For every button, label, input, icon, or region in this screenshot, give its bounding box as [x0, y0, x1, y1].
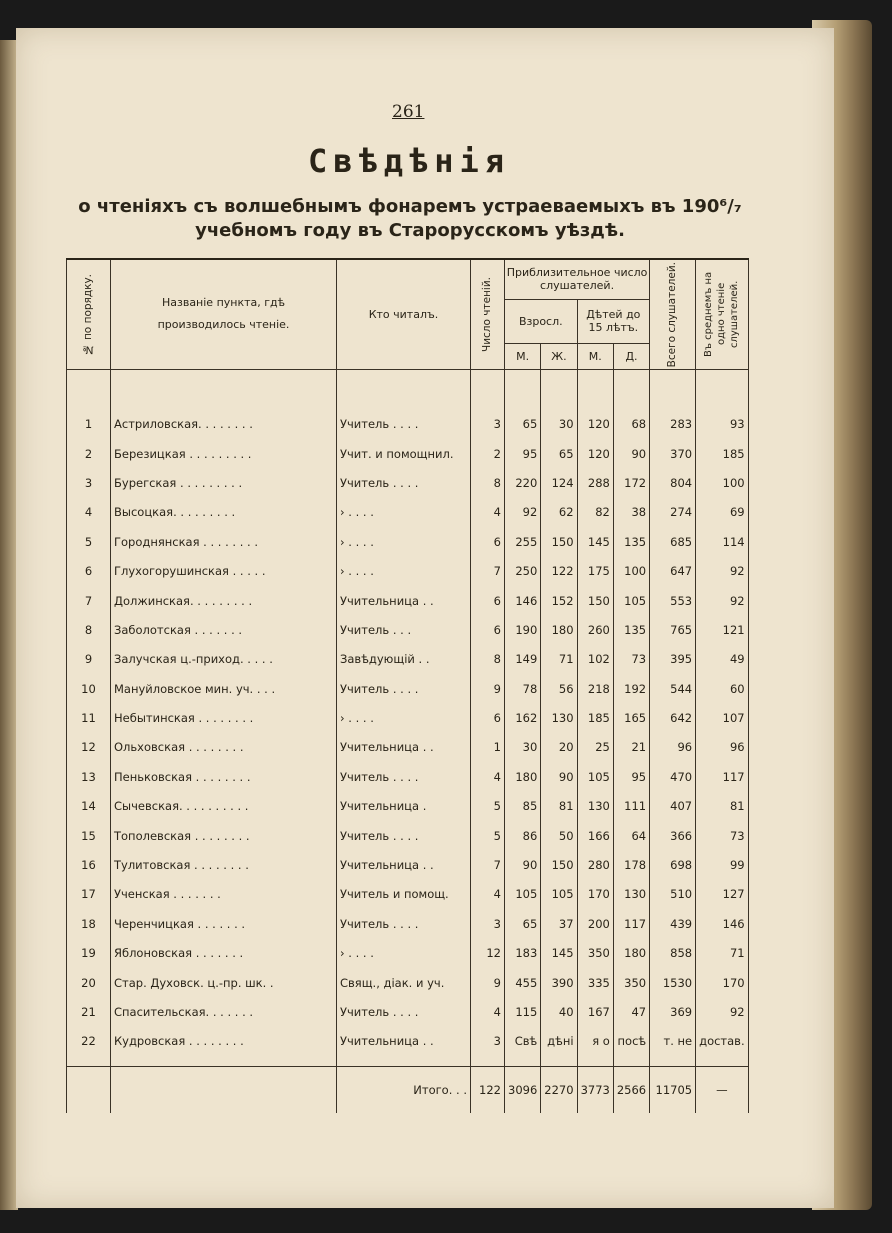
cell-readings: 4	[471, 498, 505, 527]
header-reader: Кто читалъ.	[337, 259, 471, 369]
cell-f: 20	[541, 733, 577, 762]
cell-avg: 60	[696, 674, 749, 703]
cell-total: 553	[650, 586, 696, 615]
cell-readings: 5	[471, 821, 505, 850]
cell-place: Кудровская . . . . . . . .	[111, 1027, 337, 1056]
cell-f: 130	[541, 703, 577, 732]
cell-m: 86	[505, 821, 541, 850]
cell-place: Яблоновская . . . . . . .	[111, 939, 337, 968]
cell-girls: 180	[613, 939, 649, 968]
cell-girls: 90	[613, 439, 649, 468]
cell-f: 105	[541, 880, 577, 909]
cell-avg: 107	[696, 703, 749, 732]
cell-girls: 117	[613, 909, 649, 938]
cell-avg: достав.	[696, 1027, 749, 1056]
cell-n: 12	[67, 733, 111, 762]
cell-reader: Учитель и помощ.	[337, 880, 471, 909]
cell-reader: Учитель . . . .	[337, 821, 471, 850]
cell-avg: 121	[696, 615, 749, 644]
cell-n: 1	[67, 410, 111, 439]
cell-n: 7	[67, 586, 111, 615]
cell-boys: 350	[577, 939, 613, 968]
table-row	[67, 909, 749, 938]
cell-reader: Учитель . . . .	[337, 762, 471, 791]
cell-n: 11	[67, 703, 111, 732]
total-girls: 2566	[613, 1067, 649, 1114]
cell-f: 56	[541, 674, 577, 703]
cell-m: 95	[505, 439, 541, 468]
table-row	[67, 733, 749, 762]
table-row	[67, 468, 749, 497]
cell-reader: Учитель . . . .	[337, 909, 471, 938]
cell-girls: 21	[613, 733, 649, 762]
cell-reader: › . . . .	[337, 498, 471, 527]
total-label: Итого. . .	[337, 1067, 471, 1114]
cell-total: 366	[650, 821, 696, 850]
cell-m: 455	[505, 968, 541, 997]
cell-readings: 1	[471, 733, 505, 762]
cell-m: 255	[505, 527, 541, 556]
table-row	[67, 821, 749, 850]
cell-f: 90	[541, 762, 577, 791]
cell-n: 9	[67, 645, 111, 674]
header-readings: Число чтеній.	[471, 259, 505, 369]
cell-boys: 175	[577, 556, 613, 585]
table-row	[67, 615, 749, 644]
cell-n: 21	[67, 997, 111, 1026]
table-row	[67, 997, 749, 1026]
cell-avg: 92	[696, 556, 749, 585]
cell-total: 858	[650, 939, 696, 968]
table-body	[67, 369, 749, 1113]
header-no: № по порядку.	[67, 259, 111, 369]
cell-avg: 73	[696, 821, 749, 850]
cell-avg: 92	[696, 997, 749, 1026]
cell-m: 220	[505, 468, 541, 497]
cell-girls: 64	[613, 821, 649, 850]
cell-readings: 7	[471, 850, 505, 879]
cell-m: Свѣ	[505, 1027, 541, 1056]
cell-boys: 260	[577, 615, 613, 644]
cell-girls: посѣ	[613, 1027, 649, 1056]
cell-total: 1530	[650, 968, 696, 997]
cell-n: 14	[67, 792, 111, 821]
cell-avg: 49	[696, 645, 749, 674]
cell-place: Астриловская. . . . . . . .	[111, 410, 337, 439]
cell-place: Ольховская . . . . . . . .	[111, 733, 337, 762]
cell-place: Глухогорушинская . . . . .	[111, 556, 337, 585]
cell-reader: Учительница . .	[337, 1027, 471, 1056]
cell-total: 685	[650, 527, 696, 556]
cell-n: 10	[67, 674, 111, 703]
cell-n: 13	[67, 762, 111, 791]
cell-total: 369	[650, 997, 696, 1026]
cell-f: 122	[541, 556, 577, 585]
cell-girls: 350	[613, 968, 649, 997]
cell-m: 105	[505, 880, 541, 909]
cell-girls: 38	[613, 498, 649, 527]
cell-n: 19	[67, 939, 111, 968]
cell-boys: 288	[577, 468, 613, 497]
cell-f: 150	[541, 850, 577, 879]
cell-reader: Завѣдующій . .	[337, 645, 471, 674]
cell-boys: 102	[577, 645, 613, 674]
cell-avg: 170	[696, 968, 749, 997]
cell-readings: 6	[471, 703, 505, 732]
cell-place: Березицкая . . . . . . . . .	[111, 439, 337, 468]
cell-f: 71	[541, 645, 577, 674]
subtitle-line-2: учебномъ году въ Старорусскомъ уѣздѣ.	[195, 220, 625, 241]
cell-n: 15	[67, 821, 111, 850]
cell-girls: 192	[613, 674, 649, 703]
total-f: 2270	[541, 1067, 577, 1114]
cell-girls: 130	[613, 880, 649, 909]
cell-girls: 95	[613, 762, 649, 791]
cell-boys: 82	[577, 498, 613, 527]
cell-avg: 185	[696, 439, 749, 468]
header-children: Дѣтей до 15 лѣтъ.	[577, 299, 650, 343]
cell-reader: › . . . .	[337, 556, 471, 585]
cell-n: 16	[67, 850, 111, 879]
cell-girls: 68	[613, 410, 649, 439]
cell-girls: 100	[613, 556, 649, 585]
cell-boys: 185	[577, 703, 613, 732]
cell-m: 85	[505, 792, 541, 821]
cell-girls: 135	[613, 527, 649, 556]
cell-m: 250	[505, 556, 541, 585]
total-m: 3096	[505, 1067, 541, 1114]
cell-f: 81	[541, 792, 577, 821]
header-adults: Взросл.	[505, 299, 578, 343]
cell-boys: 170	[577, 880, 613, 909]
cell-total: 274	[650, 498, 696, 527]
table-row	[67, 586, 749, 615]
cell-avg: 100	[696, 468, 749, 497]
cell-m: 115	[505, 997, 541, 1026]
cell-total: 642	[650, 703, 696, 732]
cell-girls: 172	[613, 468, 649, 497]
cell-total: 395	[650, 645, 696, 674]
cell-reader: › . . . .	[337, 703, 471, 732]
cell-total: 470	[650, 762, 696, 791]
cell-reader: Учительница . .	[337, 850, 471, 879]
cell-n: 4	[67, 498, 111, 527]
cell-f: 152	[541, 586, 577, 615]
cell-readings: 5	[471, 792, 505, 821]
cell-boys: я о	[577, 1027, 613, 1056]
cell-f: дѣні	[541, 1027, 577, 1056]
cell-n: 18	[67, 909, 111, 938]
cell-place: Должинская. . . . . . . . .	[111, 586, 337, 615]
cell-place: Сычевская. . . . . . . . . .	[111, 792, 337, 821]
cell-n: 20	[67, 968, 111, 997]
cell-reader: Учительница .	[337, 792, 471, 821]
table-row	[67, 850, 749, 879]
cell-f: 180	[541, 615, 577, 644]
cell-place: Пеньковская . . . . . . . .	[111, 762, 337, 791]
cell-m: 90	[505, 850, 541, 879]
cell-reader: Учит. и помощнил.	[337, 439, 471, 468]
header-girls: Д.	[613, 343, 649, 369]
cell-girls: 111	[613, 792, 649, 821]
cell-m: 65	[505, 410, 541, 439]
cell-reader: Учитель . . . .	[337, 997, 471, 1026]
cell-boys: 166	[577, 821, 613, 850]
cell-boys: 25	[577, 733, 613, 762]
cell-place: Заболотская . . . . . . .	[111, 615, 337, 644]
cell-readings: 12	[471, 939, 505, 968]
table-row	[67, 645, 749, 674]
readings-table	[66, 258, 749, 1113]
cell-total: 283	[650, 410, 696, 439]
cell-reader: Учитель . . . .	[337, 468, 471, 497]
cell-readings: 4	[471, 997, 505, 1026]
cell-reader: Учительница . .	[337, 586, 471, 615]
header-approx-listeners: Приблизительное число слушателей.	[505, 259, 650, 299]
cell-total: 804	[650, 468, 696, 497]
table-row	[67, 792, 749, 821]
cell-place: Городнянская . . . . . . . .	[111, 527, 337, 556]
cell-place: Мануйловское мин. уч. . . .	[111, 674, 337, 703]
cell-boys: 145	[577, 527, 613, 556]
cell-avg: 127	[696, 880, 749, 909]
cell-f: 37	[541, 909, 577, 938]
cell-boys: 120	[577, 410, 613, 439]
cell-total: 510	[650, 880, 696, 909]
cell-f: 145	[541, 939, 577, 968]
cell-n: 6	[67, 556, 111, 585]
table-row	[67, 498, 749, 527]
cell-girls: 178	[613, 850, 649, 879]
cell-avg: 96	[696, 733, 749, 762]
cell-f: 390	[541, 968, 577, 997]
cell-f: 65	[541, 439, 577, 468]
table-row	[67, 527, 749, 556]
total-readings: 122	[471, 1067, 505, 1114]
cell-m: 30	[505, 733, 541, 762]
cell-readings: 2	[471, 439, 505, 468]
cell-avg: 114	[696, 527, 749, 556]
table-row	[67, 968, 749, 997]
cell-total: 370	[650, 439, 696, 468]
cell-place: Высоцкая. . . . . . . . .	[111, 498, 337, 527]
cell-total: 698	[650, 850, 696, 879]
cell-m: 65	[505, 909, 541, 938]
cell-place: Стар. Духовск. ц.-пр. шк. .	[111, 968, 337, 997]
table-row	[67, 703, 749, 732]
cell-readings: 6	[471, 586, 505, 615]
table-row	[67, 556, 749, 585]
cell-readings: 3	[471, 1027, 505, 1056]
cell-n: 22	[67, 1027, 111, 1056]
cell-total: т. не	[650, 1027, 696, 1056]
cell-n: 3	[67, 468, 111, 497]
cell-boys: 150	[577, 586, 613, 615]
cell-n: 5	[67, 527, 111, 556]
page-title: Свѣдѣнія	[307, 142, 511, 180]
cell-boys: 280	[577, 850, 613, 879]
cell-boys: 200	[577, 909, 613, 938]
cell-place: Бурегская . . . . . . . . .	[111, 468, 337, 497]
cell-place: Черенчицкая . . . . . . .	[111, 909, 337, 938]
total-boys: 3773	[577, 1067, 613, 1114]
cell-m: 183	[505, 939, 541, 968]
cell-reader: Учитель . . . .	[337, 410, 471, 439]
cell-avg: 146	[696, 909, 749, 938]
cell-total: 765	[650, 615, 696, 644]
cell-place: Тополевская . . . . . . . .	[111, 821, 337, 850]
cell-total: 439	[650, 909, 696, 938]
cell-m: 162	[505, 703, 541, 732]
total-total: 11705	[650, 1067, 696, 1114]
cell-m: 149	[505, 645, 541, 674]
cell-avg: 92	[696, 586, 749, 615]
cell-readings: 4	[471, 880, 505, 909]
cell-total: 96	[650, 733, 696, 762]
header-total-listeners: Всего слушателей.	[650, 259, 696, 369]
cell-avg: 81	[696, 792, 749, 821]
cell-avg: 93	[696, 410, 749, 439]
cell-m: 92	[505, 498, 541, 527]
cell-reader: Свящ., діак. и уч.	[337, 968, 471, 997]
cell-n: 8	[67, 615, 111, 644]
header-adult-women: Ж.	[541, 343, 577, 369]
cell-n: 2	[67, 439, 111, 468]
cell-girls: 47	[613, 997, 649, 1026]
cell-readings: 6	[471, 527, 505, 556]
cell-avg: 69	[696, 498, 749, 527]
table-row	[67, 880, 749, 909]
cell-reader: › . . . .	[337, 939, 471, 968]
cell-readings: 7	[471, 556, 505, 585]
cell-readings: 8	[471, 645, 505, 674]
cell-reader: › . . . .	[337, 527, 471, 556]
cell-m: 78	[505, 674, 541, 703]
cell-m: 190	[505, 615, 541, 644]
cell-boys: 120	[577, 439, 613, 468]
cell-f: 62	[541, 498, 577, 527]
cell-f: 150	[541, 527, 577, 556]
cell-avg: 99	[696, 850, 749, 879]
subtitle-line-1: о чтеніяхъ съ волшебнымъ фонаремъ устраеваемыхъ въ 190⁶/₇	[78, 196, 742, 217]
cell-readings: 4	[471, 762, 505, 791]
cell-girls: 73	[613, 645, 649, 674]
cell-readings: 9	[471, 674, 505, 703]
table-row	[67, 410, 749, 439]
cell-total: 407	[650, 792, 696, 821]
cell-place: Залучская ц.-приход. . . . .	[111, 645, 337, 674]
cell-n: 17	[67, 880, 111, 909]
cell-girls: 105	[613, 586, 649, 615]
cell-readings: 3	[471, 909, 505, 938]
cell-boys: 105	[577, 762, 613, 791]
table-row	[67, 1027, 749, 1056]
cell-place: Спасительская. . . . . . .	[111, 997, 337, 1026]
cell-reader: Учитель . . .	[337, 615, 471, 644]
cell-readings: 8	[471, 468, 505, 497]
cell-boys: 218	[577, 674, 613, 703]
cell-girls: 165	[613, 703, 649, 732]
cell-place: Ученская . . . . . . .	[111, 880, 337, 909]
total-row	[67, 1067, 749, 1114]
cell-boys: 335	[577, 968, 613, 997]
header-avg-listeners: Въ среднемъ на одно чтеніе слушателей.	[696, 259, 749, 369]
cell-avg: 71	[696, 939, 749, 968]
table-row	[67, 439, 749, 468]
cell-f: 30	[541, 410, 577, 439]
header-place: Названіе пункта, гдѣ производилось чтеніе.	[111, 259, 337, 369]
cell-f: 50	[541, 821, 577, 850]
cell-place: Тулитовская . . . . . . . .	[111, 850, 337, 879]
cell-boys: 130	[577, 792, 613, 821]
cell-readings: 3	[471, 410, 505, 439]
cell-m: 180	[505, 762, 541, 791]
cell-f: 124	[541, 468, 577, 497]
cell-readings: 9	[471, 968, 505, 997]
cell-readings: 6	[471, 615, 505, 644]
cell-place: Небытинская . . . . . . . .	[111, 703, 337, 732]
header-adult-men: М.	[505, 343, 541, 369]
table-row	[67, 674, 749, 703]
table-row	[67, 762, 749, 791]
total-avg: —	[696, 1067, 749, 1114]
header-boys: М.	[577, 343, 613, 369]
cell-reader: Учительница . .	[337, 733, 471, 762]
page-number: 261	[392, 102, 425, 122]
cell-boys: 167	[577, 997, 613, 1026]
table-row	[67, 939, 749, 968]
cell-avg: 117	[696, 762, 749, 791]
cell-total: 544	[650, 674, 696, 703]
cell-total: 647	[650, 556, 696, 585]
cell-m: 146	[505, 586, 541, 615]
cell-reader: Учитель . . . .	[337, 674, 471, 703]
cell-girls: 135	[613, 615, 649, 644]
cell-f: 40	[541, 997, 577, 1026]
